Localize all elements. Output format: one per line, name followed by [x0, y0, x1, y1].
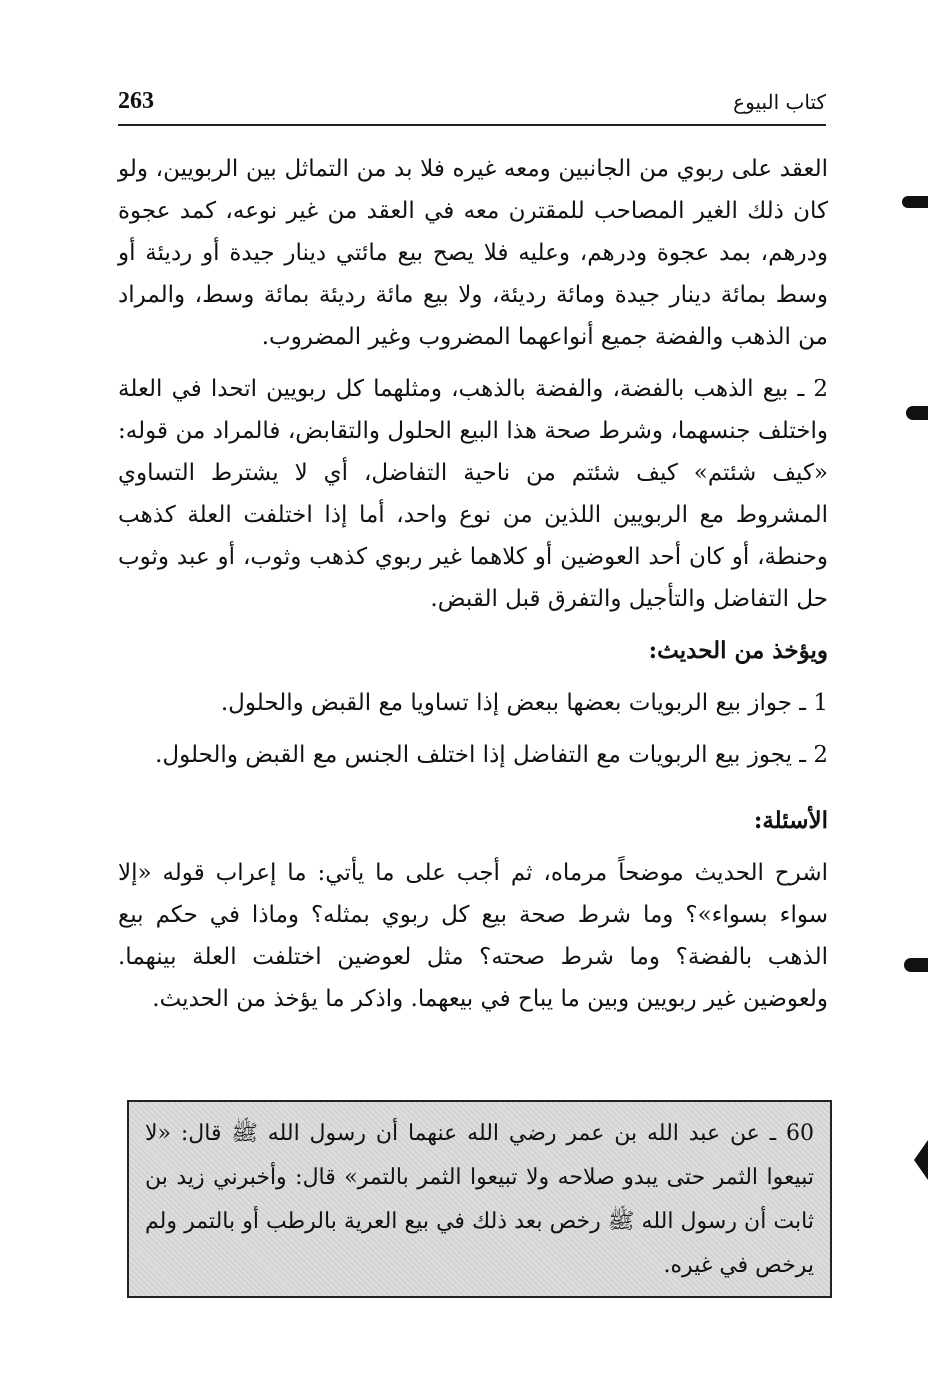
questions-text: اشرح الحديث موضحاً مرماه، ثم أجب على ما يأتي: ما إعراب قوله «إلا سواء بسواء»؟ وما شرط صحة بيع كل ربوي بمثله؟ وماذا في حكم بيع الذهب بالفضة؟ وما شرط صحته؟ مثل لعوضين اختلفت العلة بينهما. ولعوضين غير ربويين وبين ما يباح في بيعهما. واذكر ما يؤخذ من الحديث.	[118, 860, 828, 1012]
page-number: 263	[118, 88, 154, 114]
running-title: كتاب البيوع	[733, 90, 826, 114]
edge-mark	[914, 1140, 928, 1180]
section-spacer	[118, 786, 828, 798]
lesson-item-1: 1 ـ جواز بيع الربويات بعضها ببعض إذا تساويا مع القبض والحلول.	[220, 690, 828, 716]
hadith-text: 60 ـ عن عبد الله بن عمر رضي الله عنهما أن رسول الله ﷺ قال: «لا تبيعوا الثمر حتى يبدو صلاحه ولا تبيعوا الثمر بالتمر» قال: وأخبرني زيد بن ثابت أن رسول الله ﷺ رخص بعد ذلك في بيع العرية بالرطب أو بالتمر ولم يرخص في غيره.	[145, 1121, 814, 1278]
main-text	[118, 148, 828, 1030]
edge-mark	[906, 406, 928, 420]
page-header	[118, 88, 826, 126]
edge-mark	[904, 958, 928, 972]
paragraph-point-2: 2 ـ بيع الذهب بالفضة، والفضة بالذهب، ومثلهما كل ربويين اتحدا في العلة واختلف جنسهما، وشرط صحة هذا البيع الحلول والتقابض، فالمراد من قوله: «كيف شئتم» كيف شئتم من ناحية التفاضل، أي لا يشترط التساوي المشروط مع الربويين اللذين من نوع واحد، أما إذا اختلفت العلة كذهب وحنطة، أو كان أحد العوضين أو كلاهما غير ربوي كذهب وثوب، أو عبد وثوب حل التفاضل والتأجيل والتفرق قبل القبض.	[118, 376, 828, 612]
lesson-item-2: 2 ـ يجوز بيع الربويات مع التفاضل إذا اختلف الجنس مع القبض والحلول.	[155, 742, 828, 768]
lessons-heading: ويؤخذ من الحديث:	[648, 637, 828, 664]
hadith-box	[127, 1100, 832, 1298]
edge-mark	[902, 196, 928, 208]
questions-heading: الأسئلة:	[753, 807, 828, 834]
paragraph-continuation: العقد على ربوي من الجانبين ومعه غيره فلا بد من التماثل بين الربويين، ولو كان ذلك الغير المصاحب للمقترن معه في العقد من غير نوعه، كمد عجوة ودرهم، بمد عجوة ودرهم، وعليه فلا يصح بيع مائتي دينار جيدة أو رديئة أو وسط بمائة دينار جيدة ومائة رديئة، ولا بيع مائة رديئة بمائة وسط، والمراد من الذهب والفضة جميع أنواعهما المضروب وغير المضروب.	[118, 156, 828, 350]
